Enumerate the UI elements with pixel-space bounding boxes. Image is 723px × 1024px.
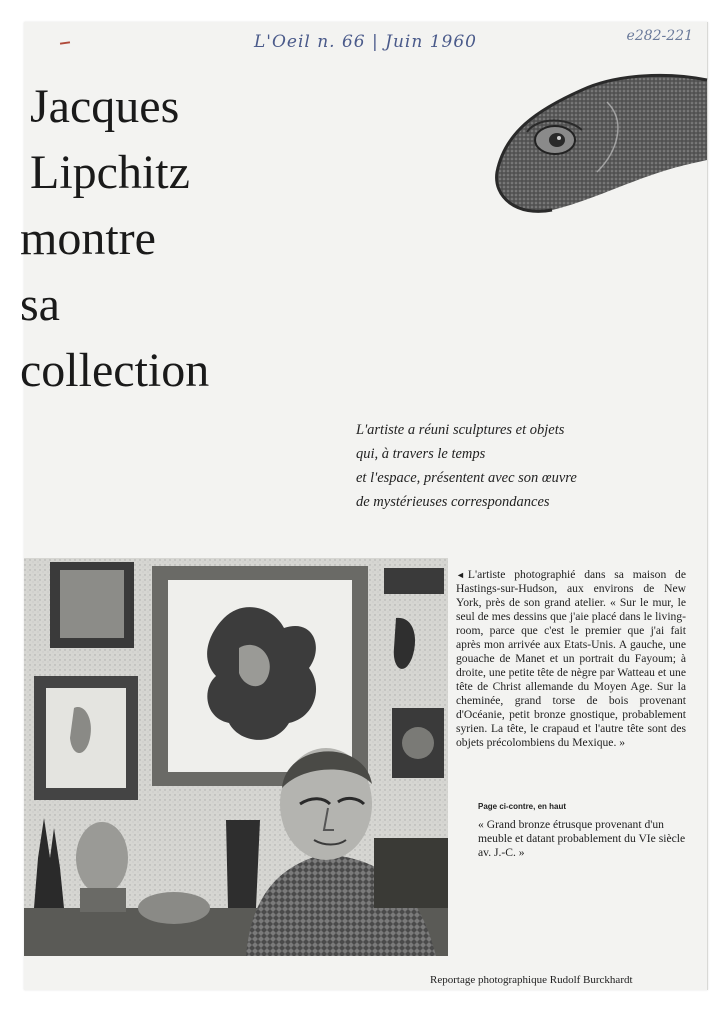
artist-photograph — [24, 558, 448, 956]
red-pen-mark — [60, 41, 70, 44]
photo-caption — [456, 568, 686, 750]
subtitle-line: et l'espace, présentent avec son œuvre — [356, 470, 577, 486]
subtitle-line: qui, à travers le temps — [356, 446, 486, 462]
subtitle-line: de mystérieuses correspondances — [356, 494, 550, 510]
title-line: sa — [20, 278, 60, 331]
secondary-caption-heading: Page ci-contre, en haut — [478, 802, 567, 811]
title-line: Lipchitz — [30, 146, 190, 199]
caption-text: L'artiste photographié dans sa maison de Hastings-sur-Hudson, aux environs de New York, près de son grand atelier. « Sur le mur, le seul de mes dessins que j'aie placé dans le living-room, parce que c'est le premier que j'ai fait après mon arrivée aux Etats-Unis. A gauche, une gouache de Manet et un portrait du Fayoum; à droite, une petite tête de nègre par Watteau et une tête de Christ allemande du Moyen Age. Sur la cheminée, grand torse de bois provenant d'Océanie, petit bronze gnostique, probablement syrien. La tête, le crapaud et l'autre tête sont des objets précolombiens du Mexique. » — [456, 568, 686, 749]
secondary-caption: « Grand bronze étrusque provenant d'un meuble et datant probablement du VIe siècle av. J.-C. » — [478, 818, 686, 859]
document-page — [20, 22, 708, 990]
article-title — [20, 74, 210, 404]
article-subtitle — [356, 418, 646, 514]
title-line: Jacques — [30, 80, 180, 133]
bronze-bird-head-image — [467, 62, 707, 222]
handwritten-annotation: L'Oeil n. 66 | Juin 1960 — [254, 32, 477, 52]
caption-pointer-icon: ◄ — [456, 570, 465, 580]
photo-credit: Reportage photographique Rudolf Burckhardt — [430, 974, 633, 986]
handwritten-reference: e282-221 — [626, 28, 693, 44]
title-line: montre — [20, 212, 156, 265]
subtitle-line: L'artiste a réuni sculptures et objets — [356, 422, 565, 438]
title-line: collection — [20, 344, 210, 397]
